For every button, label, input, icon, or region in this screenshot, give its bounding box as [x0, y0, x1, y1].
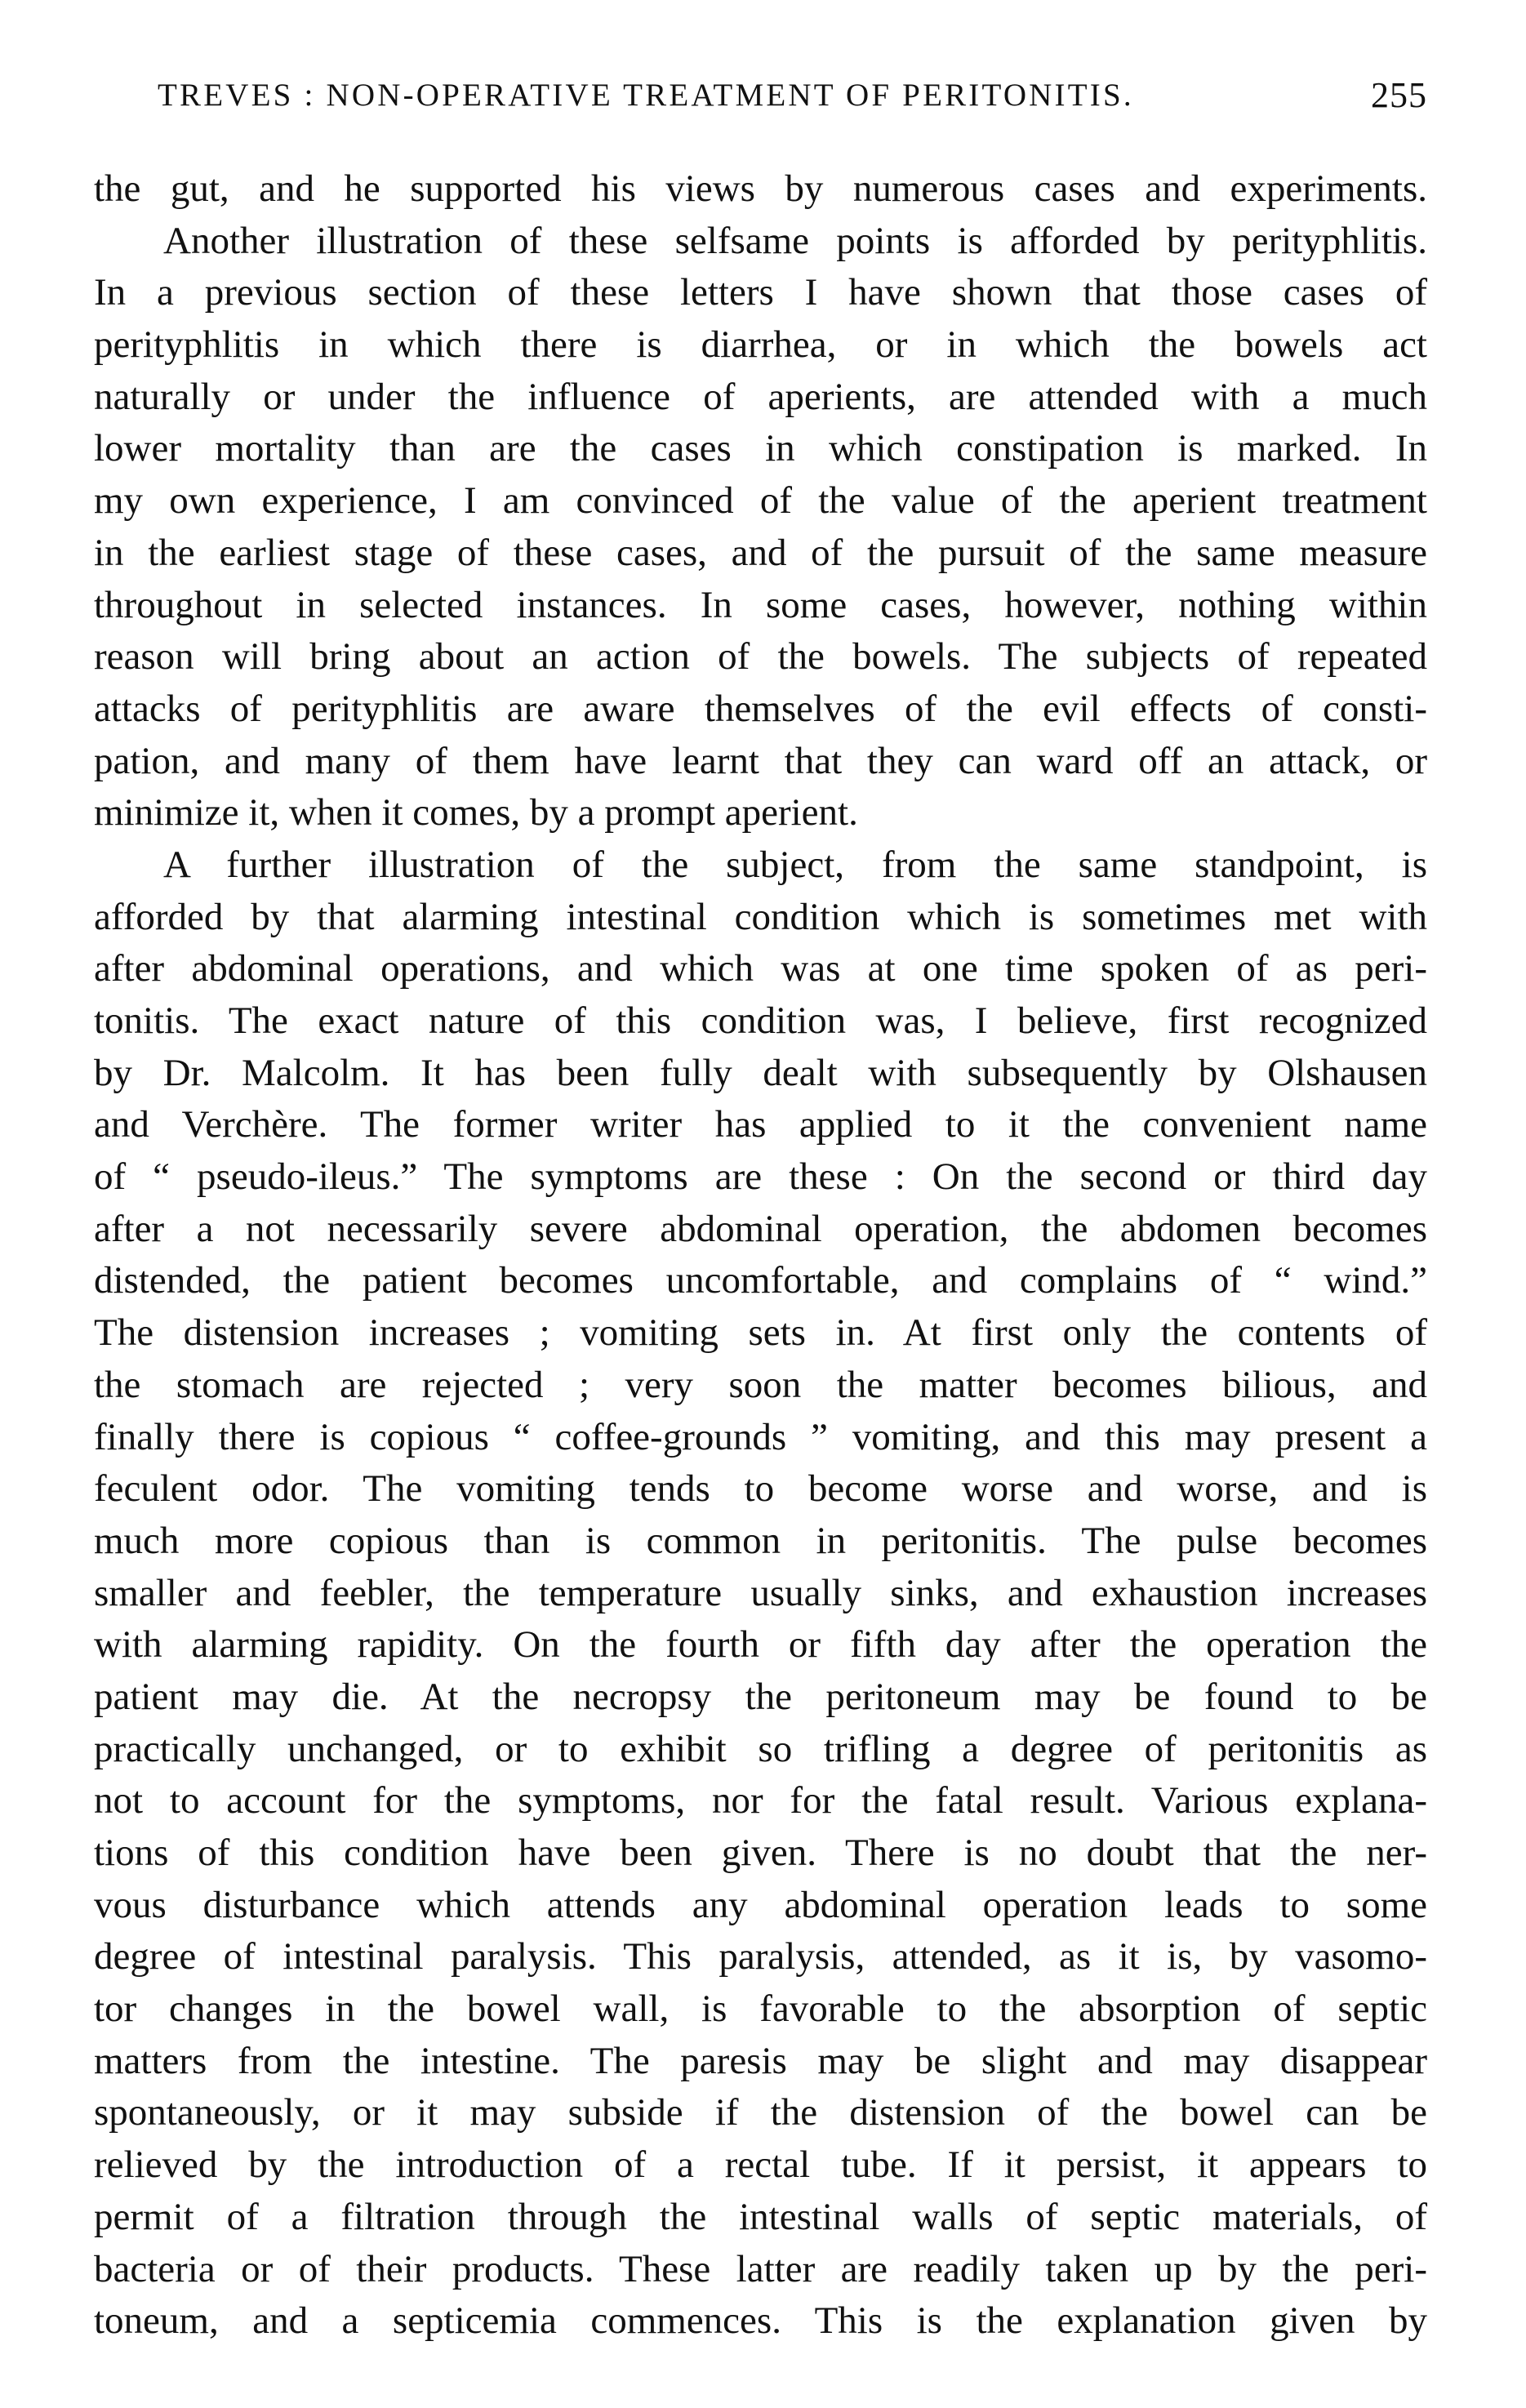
text-line: tions of this condition have been given. There is no doubt that the ner-	[94, 1832, 1427, 1874]
text-line: The distension increases ; vomiting sets in. At first only the contents of	[94, 1311, 1427, 1355]
text-line: tor changes in the bowel wall, is favorable to the absorption of septic	[94, 1987, 1427, 2031]
text-line: in the earliest stage of these cases, and of the pursuit of the same measure	[94, 531, 1427, 574]
text-line: minimize it, when it comes, by a prompt aperient.	[94, 791, 858, 835]
running-title: TREVES : NON-OPERATIVE TREATMENT OF PERITONITIS.	[158, 78, 1134, 113]
text-line: by Dr. Malcolm. It has been fully dealt with subsequently by Olshausen	[94, 1051, 1427, 1094]
text-line: perityphlitis in which there is diarrhea, or in which the bowels act	[94, 323, 1427, 367]
text-line: the gut, and he supported his views by numerous cases and experiments.	[94, 167, 1427, 210]
text-line: In a previous section of these letters I have shown that those cases of	[94, 271, 1427, 314]
text-line: matters from the intestine. The paresis may be slight and may disappear	[94, 2039, 1427, 2082]
text-line: toneum, and a septicemia commences. This is the explanation given by	[94, 2299, 1427, 2343]
text-line: distended, the patient becomes uncomfortable, and complains of “ wind.”	[94, 1259, 1427, 1302]
text-line: vous disturbance which attends any abdominal operation leads to some	[94, 1883, 1427, 1926]
text-line: A further illustration of the subject, from the same standpoint, is	[163, 843, 1427, 886]
text-line: patient may die. At the necropsy the peritoneum may be found to be	[94, 1675, 1427, 1718]
running-head	[158, 75, 1427, 116]
text-line: afforded by that alarming intestinal condition which is sometimes met with	[94, 895, 1427, 938]
text-line: finally there is copious “ coffee-grounds ” vomiting, and this may present a	[94, 1415, 1427, 1458]
text-line: Another illustration of these selfsame points is afforded by perityphlitis.	[163, 219, 1427, 262]
text-line: relieved by the introduction of a rectal tube. If it persist, it appears to	[94, 2143, 1427, 2187]
text-line: the stomach are rejected ; very soon the matter becomes bilious, and	[94, 1363, 1427, 1406]
text-line: after abdominal operations, and which was at one time spoken of as peri-	[94, 947, 1427, 990]
text-line: not to account for the symptoms, nor for the fatal result. Various explana-	[94, 1779, 1427, 1823]
text-line: feculent odor. The vomiting tends to become worse and worse, and is	[94, 1467, 1427, 1511]
text-line: of “ pseudo-ileus.” The symptoms are these : On the second or third day	[94, 1155, 1427, 1199]
text-line: after a not necessarily severe abdominal operation, the abdomen becomes	[94, 1207, 1427, 1250]
text-line: lower mortality than are the cases in which constipation is marked. In	[94, 427, 1427, 470]
text-line: bacteria or of their products. These latter are readily taken up by the peri-	[94, 2247, 1427, 2290]
text-line: attacks of perityphlitis are aware themselves of the evil effects of consti-	[94, 687, 1427, 730]
page-number: 255	[1371, 75, 1427, 115]
text-line: my own experience, I am convinced of the value of the aperient treatment	[94, 479, 1427, 523]
text-line: practically unchanged, or to exhibit so trifling a degree of peritonitis as	[94, 1727, 1427, 1770]
text-line: throughout in selected instances. In some cases, however, nothing within	[94, 583, 1427, 626]
text-line: degree of intestinal paralysis. This paralysis, attended, as it is, by vasomo-	[94, 1935, 1427, 1978]
text-line: and Verchère. The former writer has applied to it the convenient name	[94, 1103, 1427, 1146]
text-line: much more copious than is common in peritonitis. The pulse becomes	[94, 1519, 1427, 1562]
text-line: with alarming rapidity. On the fourth or fifth day after the operation the	[94, 1623, 1427, 1667]
text-line: tonitis. The exact nature of this condition was, I believe, first recognized	[94, 999, 1427, 1042]
text-line: reason will bring about an action of the bowels. The subjects of repeated	[94, 635, 1427, 679]
text-line: naturally or under the influence of aperients, are attended with a much	[94, 375, 1427, 418]
text-line: pation, and many of them have learnt that they can ward off an attack, or	[94, 739, 1427, 782]
text-line: spontaneously, or it may subside if the distension of the bowel can be	[94, 2091, 1427, 2134]
body-text	[94, 163, 1427, 2348]
text-line: permit of a filtration through the intestinal walls of septic materials, of	[94, 2195, 1427, 2238]
text-line: smaller and feebler, the temperature usually sinks, and exhaustion increases	[94, 1571, 1427, 1614]
